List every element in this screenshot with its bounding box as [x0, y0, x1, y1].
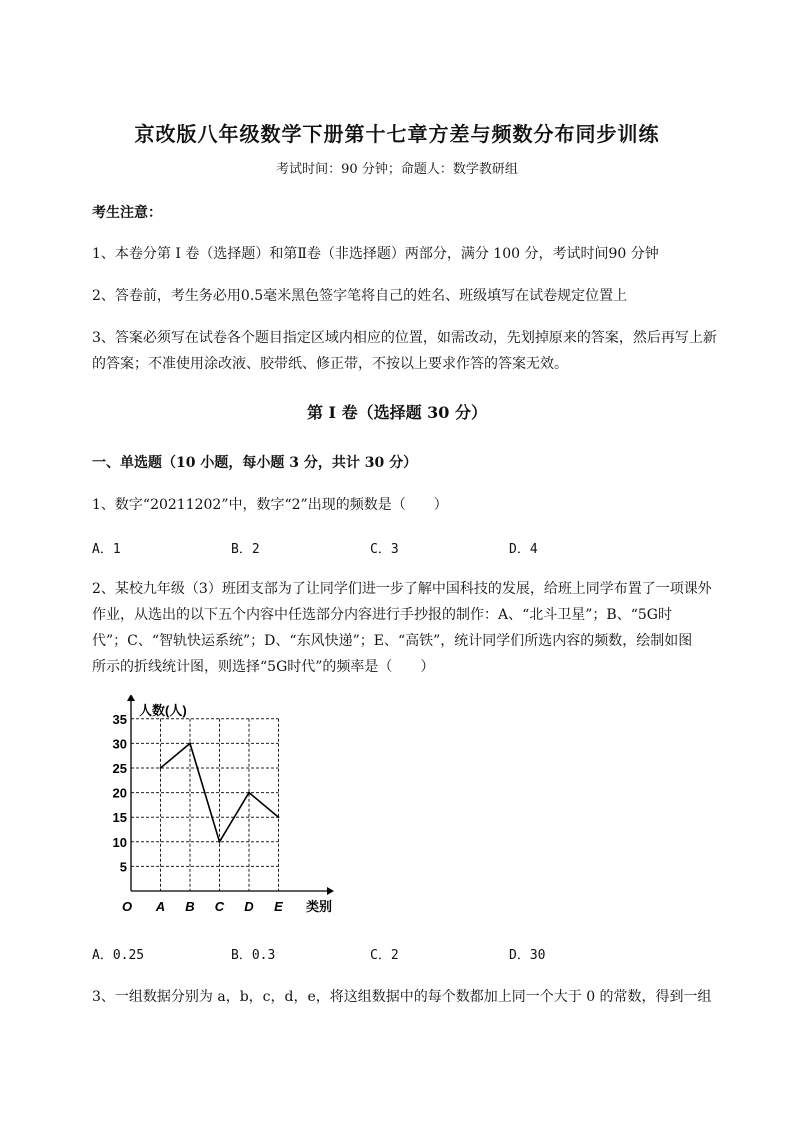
x-axis-arrow [327, 887, 334, 895]
origin-label: O [121, 899, 133, 914]
data-point [160, 767, 162, 769]
data-point [278, 816, 280, 818]
data-point [189, 743, 191, 745]
question-2-stem: 作业，从选出的以下五个内容中任选部分内容进行手抄报的制作：A、“北斗卫星”；B、“5G时 [92, 607, 672, 623]
y-tick-label: 35 [112, 711, 127, 727]
x-tick-label: C [214, 899, 225, 914]
q1-option-b: B．2 [231, 542, 260, 557]
question-3-stem: 3、一组数据分别为 a，b，c，d，e，将这组数据中的每个数都加上同一个大于 0 的常数，得到一组 [92, 989, 712, 1005]
data-point [219, 841, 221, 843]
page-title: 京改版八年级数学下册第十七章方差与频数分布同步训练 [134, 122, 660, 146]
notice-heading: 考生注意： [92, 205, 162, 221]
y-tick-label: 20 [112, 785, 127, 801]
x-axis-label: 类别 [306, 899, 333, 914]
section-title: 第 I 卷（选择题 30 分） [306, 403, 488, 422]
line-chart [100, 695, 360, 925]
q2-option-b: B．0.3 [231, 948, 276, 963]
x-tick-label: D [244, 899, 254, 914]
part-heading: 一、单选题（10 小题，每小题 3 分，共计 30 分） [92, 455, 418, 471]
q1-option-d: D．4 [509, 542, 538, 557]
q2-option-c: C．2 [370, 948, 399, 963]
data-point [248, 792, 250, 794]
question-2-stem: 代”；C、“智轨快运系统”；D、“东风快递”；E、“高铁”，统计同学们所选内容的频数，绘制如图 [92, 633, 693, 649]
question-1-stem: 1、数字“20211202”中，数字“2”出现的频数是（ ） [92, 497, 448, 513]
q1-option-a: A．1 [92, 542, 121, 557]
notice-item: 1、本卷分第 I 卷（选择题）和第Ⅱ卷（非选择题）两部分，满分 100 分，考试时间90 分钟 [92, 246, 659, 262]
x-tick-label: B [185, 899, 195, 914]
notice-item: 的答案；不准使用涂改液、胶带纸、修正带，不按以上要求作答的答案无效。 [92, 356, 568, 372]
y-axis-arrow [127, 695, 135, 701]
y-tick-label: 5 [119, 859, 127, 875]
question-2-stem: 2、某校九年级（3）班团支部为了让同学们进一步了解中国科技的发展，给班上同学布置了一项课外 [92, 581, 712, 597]
question-2-stem: 所示的折线统计图，则选择“5G时代”的频率是（ ） [92, 659, 435, 675]
y-tick-label: 10 [112, 834, 127, 850]
x-tick-label: E [274, 899, 283, 914]
y-tick-label: 15 [112, 810, 127, 826]
x-tick-label: A [155, 899, 166, 914]
y-tick-label: 30 [112, 736, 127, 752]
notice-item: 2、答卷前，考生务必用0.5毫米黑色签字笔将自己的姓名、班级填写在试卷规定位置上 [92, 288, 628, 304]
exam-info: 考试时间：90 分钟；命题人：数学教研组 [276, 162, 518, 177]
y-axis-label: 人数(人) [139, 703, 187, 718]
y-tick-label: 25 [112, 761, 127, 776]
q1-option-c: C．3 [370, 542, 399, 557]
q2-option-d: D．30 [509, 948, 546, 963]
q2-option-a: A．0.25 [92, 948, 145, 963]
notice-item: 3、答案必须写在试卷各个题目指定区域内相应的位置，如需改动，先划掉原来的答案，然后再写上新 [92, 330, 717, 346]
